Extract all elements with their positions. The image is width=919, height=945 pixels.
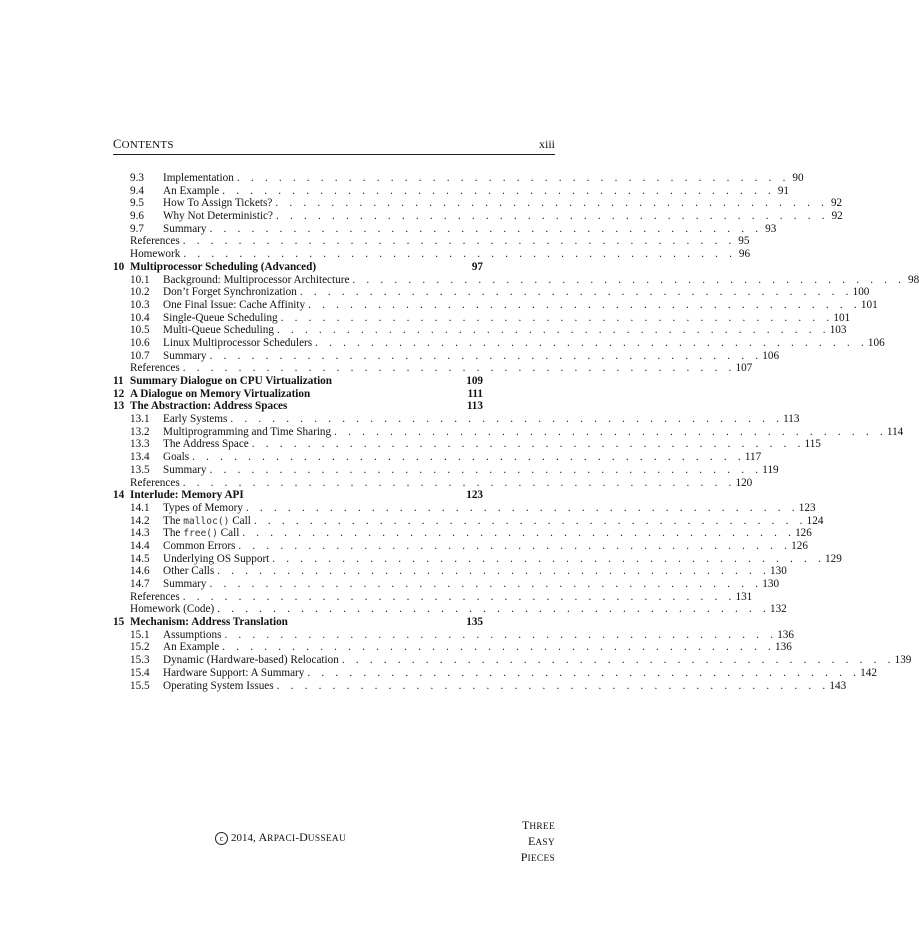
page-number: 106 <box>762 349 780 362</box>
chapter-title: Mechanism: Address Translation <box>130 616 288 629</box>
toc-entry <box>113 641 792 654</box>
entry-line <box>163 679 847 693</box>
entry-line <box>163 438 821 451</box>
toc-entry <box>113 413 800 426</box>
entry-line <box>163 349 780 363</box>
entry-line <box>163 286 870 299</box>
chapter-page-number: 113 <box>466 400 483 413</box>
section-title: The Address Space <box>163 438 249 451</box>
page-number: 107 <box>735 362 753 375</box>
page-number: 91 <box>777 184 789 197</box>
toc-entry <box>113 514 824 528</box>
dot-leader: . . . . . . . . . . . . . . . . . . . . . . . . . . . . . . . . . . . . . . . . <box>224 628 778 641</box>
section-title: References <box>130 235 180 248</box>
toc-entry <box>113 654 912 667</box>
dot-leader: . . . . . . . . . . . . . . . . . . . . . . . . . . . . . . . . . . . . . . . . <box>276 324 830 337</box>
toc-plain-entry <box>113 590 753 604</box>
entry-line <box>163 413 800 426</box>
entry-line <box>163 654 912 667</box>
toc-entry <box>113 172 804 185</box>
toc-entry <box>113 286 870 299</box>
toc-entry <box>113 324 847 337</box>
section-title: Summary <box>163 578 207 590</box>
toc-entry <box>113 210 843 223</box>
section-number: 15.2 <box>130 641 150 654</box>
page-number: 126 <box>791 539 808 552</box>
section-number: 13.4 <box>130 451 150 464</box>
dot-leader: . . . . . . . . . . . . . . . . . . . . . . . . . . . . . . . . . . . . . . . . <box>230 413 784 426</box>
page-number: 101 <box>860 298 878 311</box>
dot-leader: . . . . . . . . . . . . . . . . . . . . . . . . . . . . . . . . . . . . . . . . <box>280 311 834 324</box>
page-number: 136 <box>777 628 794 641</box>
toc-entry <box>113 425 904 439</box>
section-title <box>163 515 254 529</box>
page-number: 113 <box>783 413 800 426</box>
page-number: 130 <box>762 578 780 590</box>
page-number: 92 <box>831 210 843 223</box>
section-title: Assumptions <box>163 628 222 641</box>
page-number: 115 <box>804 438 821 451</box>
section-title: Multiprogramming and Time Sharing <box>163 425 332 438</box>
page-number: 129 <box>825 552 842 565</box>
section-title: Types of Memory <box>163 501 243 514</box>
dot-leader: . . . . . . . . . . . . . . . . . . . . . . . . . . . . . . . . . . . . . . . . <box>275 197 829 210</box>
section-number: 14.6 <box>130 565 150 578</box>
page-number: 143 <box>829 679 847 692</box>
page-number: 139 <box>894 654 912 667</box>
entry-line <box>163 527 812 541</box>
dot-leader: . . . . . . . . . . . . . . . . . . . . . . . . . . . . . . . . . . . . . . . . <box>182 590 736 603</box>
dot-leader: . . . . . . . . . . . . . . . . . . . . . . . . . . . . . . . . . . . . . . . . <box>315 336 868 349</box>
dot-leader: . . . . . . . . . . . . . . . . . . . . . . . . . . . . . . . . . . . . . . . . <box>307 666 861 679</box>
chapter-number: 10 <box>113 260 125 273</box>
page-number: 103 <box>829 324 847 337</box>
entry-line <box>130 248 751 261</box>
toc-entry <box>113 565 787 578</box>
section-number: 10.3 <box>130 298 150 311</box>
dot-leader: . . . . . . . . . . . . . . . . . . . . . . . . . . . . . . . . . . . . . . . . <box>236 172 790 184</box>
dot-leader: . . . . . . . . . . . . . . . . . . . . . . . . . . . . . . . . . . . . . . . . <box>238 539 792 552</box>
dot-leader: . . . . . . . . . . . . . . . . . . . . . . . . . . . . . . . . . . . . . . . . <box>182 235 736 248</box>
dot-leader: . . . . . . . . . . . . . . . . . . . . . . . . . . . . . . . . . . . . . . . . <box>222 184 775 197</box>
toc-entry <box>113 578 780 591</box>
section-number: 10.5 <box>130 324 150 337</box>
section-number: 10.1 <box>130 273 150 286</box>
entry-line <box>163 552 842 566</box>
toc-plain-entry <box>113 248 751 261</box>
page-number: 101 <box>833 311 851 324</box>
toc-entry <box>113 438 821 451</box>
dot-leader: . . . . . . . . . . . . . . . . . . . . . . . . . . . . . . . . . . . . . . . . <box>192 451 745 464</box>
section-title: Early Systems <box>163 413 228 426</box>
dot-leader: . . . . . . . . . . . . . . . . . . . . . . . . . . . . . . . . . . . . . . . . <box>209 463 763 476</box>
header-page-number: xiii <box>538 137 555 151</box>
section-title: Hardware Support: A Summary <box>163 666 305 679</box>
section-number: 14.7 <box>130 578 150 590</box>
running-header <box>113 137 555 155</box>
toc-entry <box>113 336 885 350</box>
code-identifier: free() <box>183 528 218 540</box>
section-title: How To Assign Tickets? <box>163 197 273 210</box>
book-title-footer <box>521 818 555 866</box>
section-title: Other Calls <box>163 565 215 578</box>
chapter-page-number: 123 <box>466 489 483 502</box>
section-title: References <box>130 476 180 489</box>
dot-leader: . . . . . . . . . . . . . . . . . . . . . . . . . . . . . . . . . . . . . . . . <box>183 248 737 261</box>
toc-plain-entry <box>113 362 753 375</box>
entry-line <box>130 235 750 248</box>
dot-leader: . . . . . . . . . . . . . . . . . . . . . . . . . . . . . . . . . . . . . . . . <box>209 349 763 362</box>
dot-leader: . . . . . . . . . . . . . . . . . . . . . . . . . . . . . . . . . . . . . . . . <box>251 438 805 451</box>
code-identifier: malloc() <box>183 515 230 527</box>
table-of-contents <box>113 172 919 692</box>
chapter-title: Interlude: Memory API <box>130 489 244 502</box>
chapter-heading <box>113 375 483 388</box>
section-title-prefix: The <box>163 514 184 527</box>
section-title: Underlying OS Support <box>163 552 270 565</box>
section-title: Background: Multiprocessor Architecture <box>163 273 350 286</box>
section-number: 10.2 <box>130 286 150 299</box>
dot-leader: . . . . . . . . . . . . . . . . . . . . . . . . . . . . . . . . . . . . . . . . <box>299 286 853 299</box>
entry-line <box>130 590 753 604</box>
dot-leader: . . . . . . . . . . . . . . . . . . . . . . . . . . . . . . . . . . . . . . . . <box>275 210 829 223</box>
section-number: 15.5 <box>130 679 150 692</box>
section-number: 13.1 <box>130 413 150 426</box>
section-title: Summary <box>163 463 207 476</box>
page-number: 93 <box>765 222 777 235</box>
section-number: 13.3 <box>130 438 150 451</box>
section-title: An Example <box>163 184 220 197</box>
section-title: Summary <box>163 222 207 235</box>
section-title: Don’t Forget Synchronization <box>163 286 297 299</box>
section-number: 14.5 <box>130 552 150 565</box>
section-title: Implementation <box>163 172 234 184</box>
chapter-title: Multiprocessor Scheduling (Advanced) <box>130 260 317 273</box>
toc-entry <box>113 451 762 464</box>
dot-leader: . . . . . . . . . . . . . . . . . . . . . . . . . . . . . . . . . . . . . . . . <box>341 654 895 667</box>
page-number: 131 <box>735 590 753 603</box>
chapter-page-number: 111 <box>467 387 483 400</box>
page-number: 98 <box>908 273 919 286</box>
entry-line <box>163 463 779 477</box>
chapter-title: Summary Dialogue on CPU Virtualization <box>130 375 332 387</box>
section-title: Homework (Code) <box>130 603 215 616</box>
chapter-title: A Dialogue on Memory Virtualization <box>130 387 311 400</box>
section-title-suffix: Call <box>229 514 251 527</box>
chapter-page-number: 135 <box>466 616 483 629</box>
dot-leader: . . . . . . . . . . . . . . . . . . . . . . . . . . . . . . . . . . . . . . . . <box>182 362 736 375</box>
section-title: One Final Issue: Cache Affinity <box>163 298 306 311</box>
toc-entry <box>113 273 919 287</box>
section-number: 10.6 <box>130 336 150 349</box>
entry-line <box>163 666 877 680</box>
dot-leader: . . . . . . . . . . . . . . . . . . . . . . . . . . . . . . . . . . . . . . . . <box>276 679 830 692</box>
entry-line <box>163 172 804 185</box>
page-number: 96 <box>738 248 751 261</box>
toc-entry <box>113 197 843 210</box>
dot-leader: . . . . . . . . . . . . . . . . . . . . . . . . . . . . . . . . . . . . . . . . <box>253 514 807 527</box>
dot-leader: . . . . . . . . . . . . . . . . . . . . . . . . . . . . . . . . . . . . . . . . <box>308 298 861 311</box>
chapter-number: 14 <box>113 489 125 502</box>
dot-leader: . . . . . . . . . . . . . . . . . . . . . . . . . . . . . . . . . . . . . . . . <box>246 501 799 514</box>
entry-line <box>163 298 878 312</box>
chapter-page-number: 97 <box>471 260 483 273</box>
section-number: 15.4 <box>130 666 150 679</box>
copyright-icon: c <box>215 832 228 845</box>
entry-line <box>163 501 816 515</box>
page-number: 126 <box>795 527 812 540</box>
dot-leader: . . . . . . . . . . . . . . . . . . . . . . . . . . . . . . . . . . . . . . . . <box>209 578 763 590</box>
section-number: 13.2 <box>130 425 150 438</box>
dot-leader: . . . . . . . . . . . . . . . . . . . . . . . . . . . . . . . . . . . . . . . . <box>352 273 906 286</box>
dot-leader: . . . . . . . . . . . . . . . . . . . . . . . . . . . . . . . . . . . . . . . . <box>242 527 796 540</box>
chapter-heading <box>113 489 483 502</box>
page-number: 142 <box>860 666 877 679</box>
section-title-prefix: The <box>163 527 184 540</box>
section-title: References <box>130 362 180 375</box>
page-number: 100 <box>852 286 870 299</box>
entry-line <box>163 210 843 223</box>
copyright-notice: c 2014, ARPACI-DUSSEAU <box>215 830 346 845</box>
section-number: 15.1 <box>130 628 150 641</box>
chapter-number: 12 <box>113 387 125 400</box>
entry-line <box>163 578 780 591</box>
page-number: 120 <box>735 476 753 489</box>
toc-entry <box>113 222 777 236</box>
entry-line <box>130 362 753 375</box>
chapter-title: The Abstraction: Address Spaces <box>130 400 288 413</box>
toc-entry <box>113 184 789 198</box>
toc-entry <box>113 679 847 693</box>
chapter-page-number: 109 <box>466 375 483 387</box>
section-title: Linux Multiprocessor Schedulers <box>163 336 313 349</box>
dot-leader: . . . . . . . . . . . . . . . . . . . . . . . . . . . . . . . . . . . . . . . . <box>182 476 736 489</box>
toc-plain-entry <box>113 476 753 490</box>
section-number: 13.5 <box>130 463 150 476</box>
entry-line <box>163 425 904 439</box>
entry-line <box>163 565 787 578</box>
toc-plain-entry <box>113 235 750 248</box>
section-number: 9.7 <box>130 222 144 235</box>
section-title: References <box>130 590 180 603</box>
section-title-suffix: Call <box>217 527 240 540</box>
section-title: Summary <box>163 349 207 362</box>
dot-leader: . . . . . . . . . . . . . . . . . . . . . . . . . . . . . . . . . . . . . . . . <box>334 425 887 438</box>
section-title: Multi-Queue Scheduling <box>163 324 274 337</box>
dot-leader: . . . . . . . . . . . . . . . . . . . . . . . . . . . . . . . . . . . . . . . . <box>217 603 770 616</box>
toc-entry <box>113 527 812 540</box>
entry-line <box>163 273 919 287</box>
entry-line <box>163 222 777 236</box>
page-number: 117 <box>744 451 762 464</box>
page-number: 92 <box>830 197 843 210</box>
page-number: 130 <box>770 565 787 578</box>
section-title: Operating System Issues <box>163 679 274 692</box>
section-title: An Example <box>163 641 220 654</box>
section-title: Goals <box>163 451 190 464</box>
section-number: 10.7 <box>130 349 150 362</box>
entry-line <box>163 628 794 642</box>
section-title: Why Not Deterministic? <box>163 210 273 223</box>
toc-entry <box>113 463 779 477</box>
chapter-number: 15 <box>113 616 125 629</box>
section-number: 14.4 <box>130 539 150 552</box>
toc-entry <box>113 552 842 566</box>
book-title-line: THREE <box>521 818 555 832</box>
section-number: 14.1 <box>130 501 150 514</box>
dot-leader: . . . . . . . . . . . . . . . . . . . . . . . . . . . . . . . . . . . . . . . . <box>222 641 775 654</box>
chapter-heading <box>113 616 483 629</box>
book-title-line: EASY <box>528 834 555 848</box>
page-number: 136 <box>775 641 792 654</box>
section-number: 14.3 <box>130 527 150 540</box>
section-number: 10.4 <box>130 311 150 324</box>
section-number: 15.3 <box>130 654 150 667</box>
page-number: 90 <box>792 172 804 184</box>
entry-line <box>130 603 787 616</box>
entry-line <box>163 451 762 464</box>
section-title: Dynamic (Hardware-based) Relocation <box>163 654 339 667</box>
toc-entry <box>113 349 780 363</box>
entry-line <box>163 197 843 210</box>
section-title: Common Errors <box>163 539 236 552</box>
section-number: 9.3 <box>130 172 144 184</box>
section-title: Single-Queue Scheduling <box>163 311 278 324</box>
page-number: 132 <box>769 603 787 616</box>
section-title <box>163 527 242 541</box>
page-number: 114 <box>886 425 904 438</box>
page-number: 119 <box>762 463 779 476</box>
entry-line <box>163 514 824 529</box>
entry-line <box>163 336 885 350</box>
dot-leader: . . . . . . . . . . . . . . . . . . . . . . . . . . . . . . . . . . . . . . . . <box>217 565 771 578</box>
page-number: 106 <box>867 336 885 349</box>
toc-entry <box>113 628 794 642</box>
section-number: 9.6 <box>130 210 144 223</box>
toc-entry <box>113 666 877 680</box>
chapter-number: 13 <box>113 400 125 413</box>
toc-entry <box>113 311 851 325</box>
toc-entry <box>113 298 878 312</box>
entry-line <box>163 184 789 198</box>
entry-line <box>163 641 792 654</box>
page-number: 123 <box>798 501 816 514</box>
chapter-heading <box>113 388 483 401</box>
section-title: Homework <box>130 248 181 261</box>
chapter-heading <box>113 400 483 413</box>
header-section-title: CONTENTS <box>113 137 174 151</box>
entry-line <box>163 539 808 553</box>
entry-line <box>163 324 847 337</box>
chapter-number: 11 <box>113 375 124 387</box>
toc-entry <box>113 539 808 553</box>
section-number: 9.4 <box>130 184 144 197</box>
toc-entry <box>113 501 816 515</box>
section-number: 9.5 <box>130 197 144 210</box>
entry-line <box>163 311 851 325</box>
page-number: 124 <box>806 514 824 527</box>
dot-leader: . . . . . . . . . . . . . . . . . . . . . . . . . . . . . . . . . . . . . . . . <box>272 552 826 565</box>
chapter-heading <box>113 261 483 274</box>
dot-leader: . . . . . . . . . . . . . . . . . . . . . . . . . . . . . . . . . . . . . . . . <box>209 222 763 235</box>
page-number: 95 <box>738 235 750 248</box>
book-title-line: PIECES <box>520 850 555 864</box>
section-number: 14.2 <box>130 514 150 527</box>
entry-line <box>130 476 753 490</box>
toc-plain-entry <box>113 603 787 616</box>
